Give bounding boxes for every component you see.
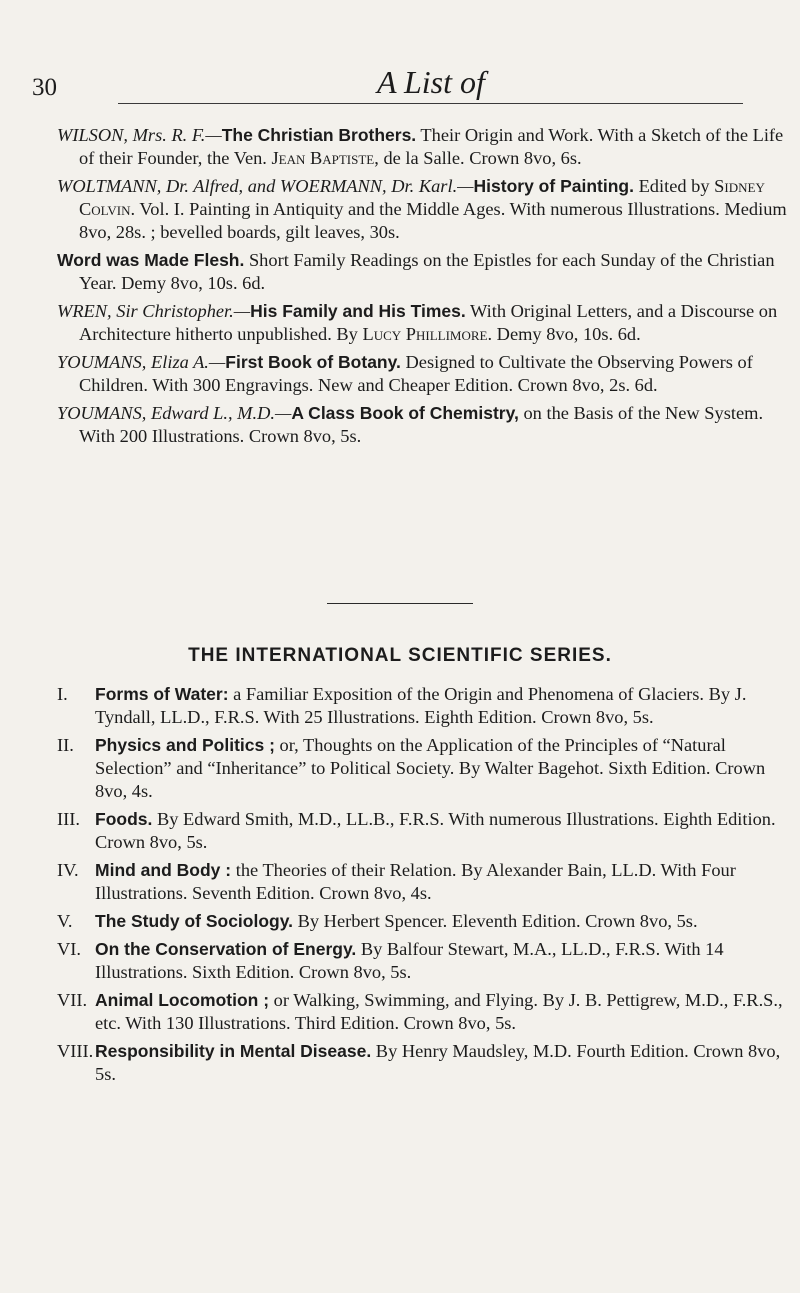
series-item bbox=[57, 808, 787, 854]
entry-title: A Class Book of Chemistry, bbox=[291, 403, 519, 423]
book-entry bbox=[57, 402, 787, 448]
entry-title: His Family and His Times. bbox=[250, 301, 466, 321]
series-item bbox=[57, 683, 787, 729]
running-title: A List of bbox=[377, 64, 485, 100]
series-title: Forms of Water: bbox=[95, 684, 229, 704]
entry-author: YOUMANS, Eliza A.— bbox=[57, 352, 226, 372]
entry-description: With Original Letters, and a Discourse on Architecture hitherto unpublished. By bbox=[79, 301, 778, 344]
series-title: Foods. bbox=[95, 809, 153, 829]
entry-author: WILSON, Mrs. R. F.— bbox=[57, 125, 222, 145]
entry-description: Short Family Readings on the Epistles for each Sunday of the Christian Year. Demy 8vo, 10s. 6d. bbox=[79, 250, 775, 293]
book-entry bbox=[57, 175, 787, 244]
series-item bbox=[57, 1040, 787, 1086]
entry-description: Edited by bbox=[633, 176, 715, 196]
series-numeral: IV. bbox=[57, 860, 79, 880]
page-number: 30 bbox=[32, 74, 57, 101]
series-title: Animal Locomotion ; bbox=[95, 990, 270, 1010]
series-description: or Walking, Swimming, and Flying. By J. B. Pettigrew, M.D., F.R.S., etc. With 130 Illustrations. Third Edition. Crown 8vo, 5s. bbox=[95, 990, 783, 1033]
entry-details: . Demy 8vo, 10s. 6d. bbox=[487, 324, 641, 344]
section-divider bbox=[327, 603, 473, 604]
series-numeral: VI. bbox=[57, 939, 82, 959]
entry-description: Designed to Cultivate the Observing Powers of Children. With 300 Engravings. New and Cheaper Edition. Crown 8vo, 2s. 6d. bbox=[79, 352, 753, 395]
entry-person-name: Sidney Colvin bbox=[79, 176, 765, 219]
entry-description: on the Basis of the New System. With 200 Illustrations. Crown 8vo, 5s. bbox=[79, 403, 764, 446]
entry-details: . Vol. I. Painting in Antiquity and the Middle Ages. With numerous Illustrations. Medium 8vo, 28s. ; bevelled boards, gilt leaves, 30s. bbox=[79, 199, 787, 242]
series-description: a Familiar Exposition of the Origin and Phenomena of Glaciers. By J. Tyndall, LL.D., F.R.S. With 25 Illustrations. Eighth Edition. Crown 8vo, 5s. bbox=[95, 684, 747, 727]
series-numeral: I. bbox=[57, 684, 68, 704]
series-title: Mind and Body : bbox=[95, 860, 232, 880]
series-item bbox=[57, 938, 787, 984]
series-title: On the Conservation of Energy. bbox=[95, 939, 357, 959]
book-entry bbox=[57, 124, 787, 170]
series-item bbox=[57, 859, 787, 905]
header-rule bbox=[118, 103, 743, 104]
series-numeral: VII. bbox=[57, 990, 88, 1010]
entry-person-name: Jean Baptiste bbox=[271, 148, 375, 168]
entry-author: WOLTMANN, Dr. Alfred, and WOERMANN, Dr. Karl.— bbox=[57, 176, 474, 196]
series-heading: THE INTERNATIONAL SCIENTIFIC SERIES. bbox=[188, 645, 612, 666]
series-description: By Edward Smith, M.D., LL.B., F.R.S. With numerous Illustrations. Eighth Edition. Crown 8vo, 5s. bbox=[95, 809, 776, 852]
series-numeral: VIII. bbox=[57, 1041, 94, 1061]
series-description: By Henry Maudsley, M.D. Fourth Edition. Crown 8vo, 5s. bbox=[95, 1041, 781, 1084]
entry-details: , de la Salle. Crown 8vo, 6s. bbox=[374, 148, 582, 168]
entry-title: The Christian Brothers. bbox=[221, 125, 417, 145]
entry-title: First Book of Botany. bbox=[225, 352, 401, 372]
entry-author: WREN, Sir Christopher.— bbox=[57, 301, 251, 321]
entry-title: History of Painting. bbox=[473, 176, 634, 196]
series-title: The Study of Sociology. bbox=[95, 911, 294, 931]
book-entry bbox=[57, 300, 787, 346]
series-description: By Herbert Spencer. Eleventh Edition. Crown 8vo, 5s. bbox=[293, 911, 698, 931]
series-numeral: II. bbox=[57, 735, 74, 755]
series-list bbox=[57, 683, 787, 1091]
series-numeral: III. bbox=[57, 809, 80, 829]
series-item bbox=[57, 989, 787, 1035]
entry-author: YOUMANS, Edward L., M.D.— bbox=[57, 403, 292, 423]
series-item bbox=[57, 910, 787, 933]
entry-description: Their Origin and Work. With a Sketch of the Life of their Founder, the Ven. bbox=[79, 125, 784, 168]
series-description: the Theories of their Relation. By Alexander Bain, LL.D. With Four Illustrations. Seventh Edition. Crown 8vo, 4s. bbox=[95, 860, 736, 903]
series-title: Responsibility in Mental Disease. bbox=[95, 1041, 372, 1061]
entry-title: Word was Made Flesh. bbox=[57, 250, 245, 270]
entry-person-name: Lucy Phillimore bbox=[362, 324, 488, 344]
series-description: or, Thoughts on the Application of the Principles of “Natural Selection” and “Inheritance” to Political Society. By Walter Bagehot. Sixth Edition. Crown 8vo, 4s. bbox=[95, 735, 766, 801]
series-numeral: V. bbox=[57, 911, 73, 931]
series-item bbox=[57, 734, 787, 803]
series-title: Physics and Politics ; bbox=[95, 735, 275, 755]
book-entry bbox=[57, 351, 787, 397]
book-entry bbox=[57, 249, 787, 295]
book-list bbox=[57, 124, 787, 453]
series-description: By Balfour Stewart, M.A., LL.D., F.R.S. With 14 Illustrations. Sixth Edition. Crown 8vo, 5s. bbox=[95, 939, 724, 982]
